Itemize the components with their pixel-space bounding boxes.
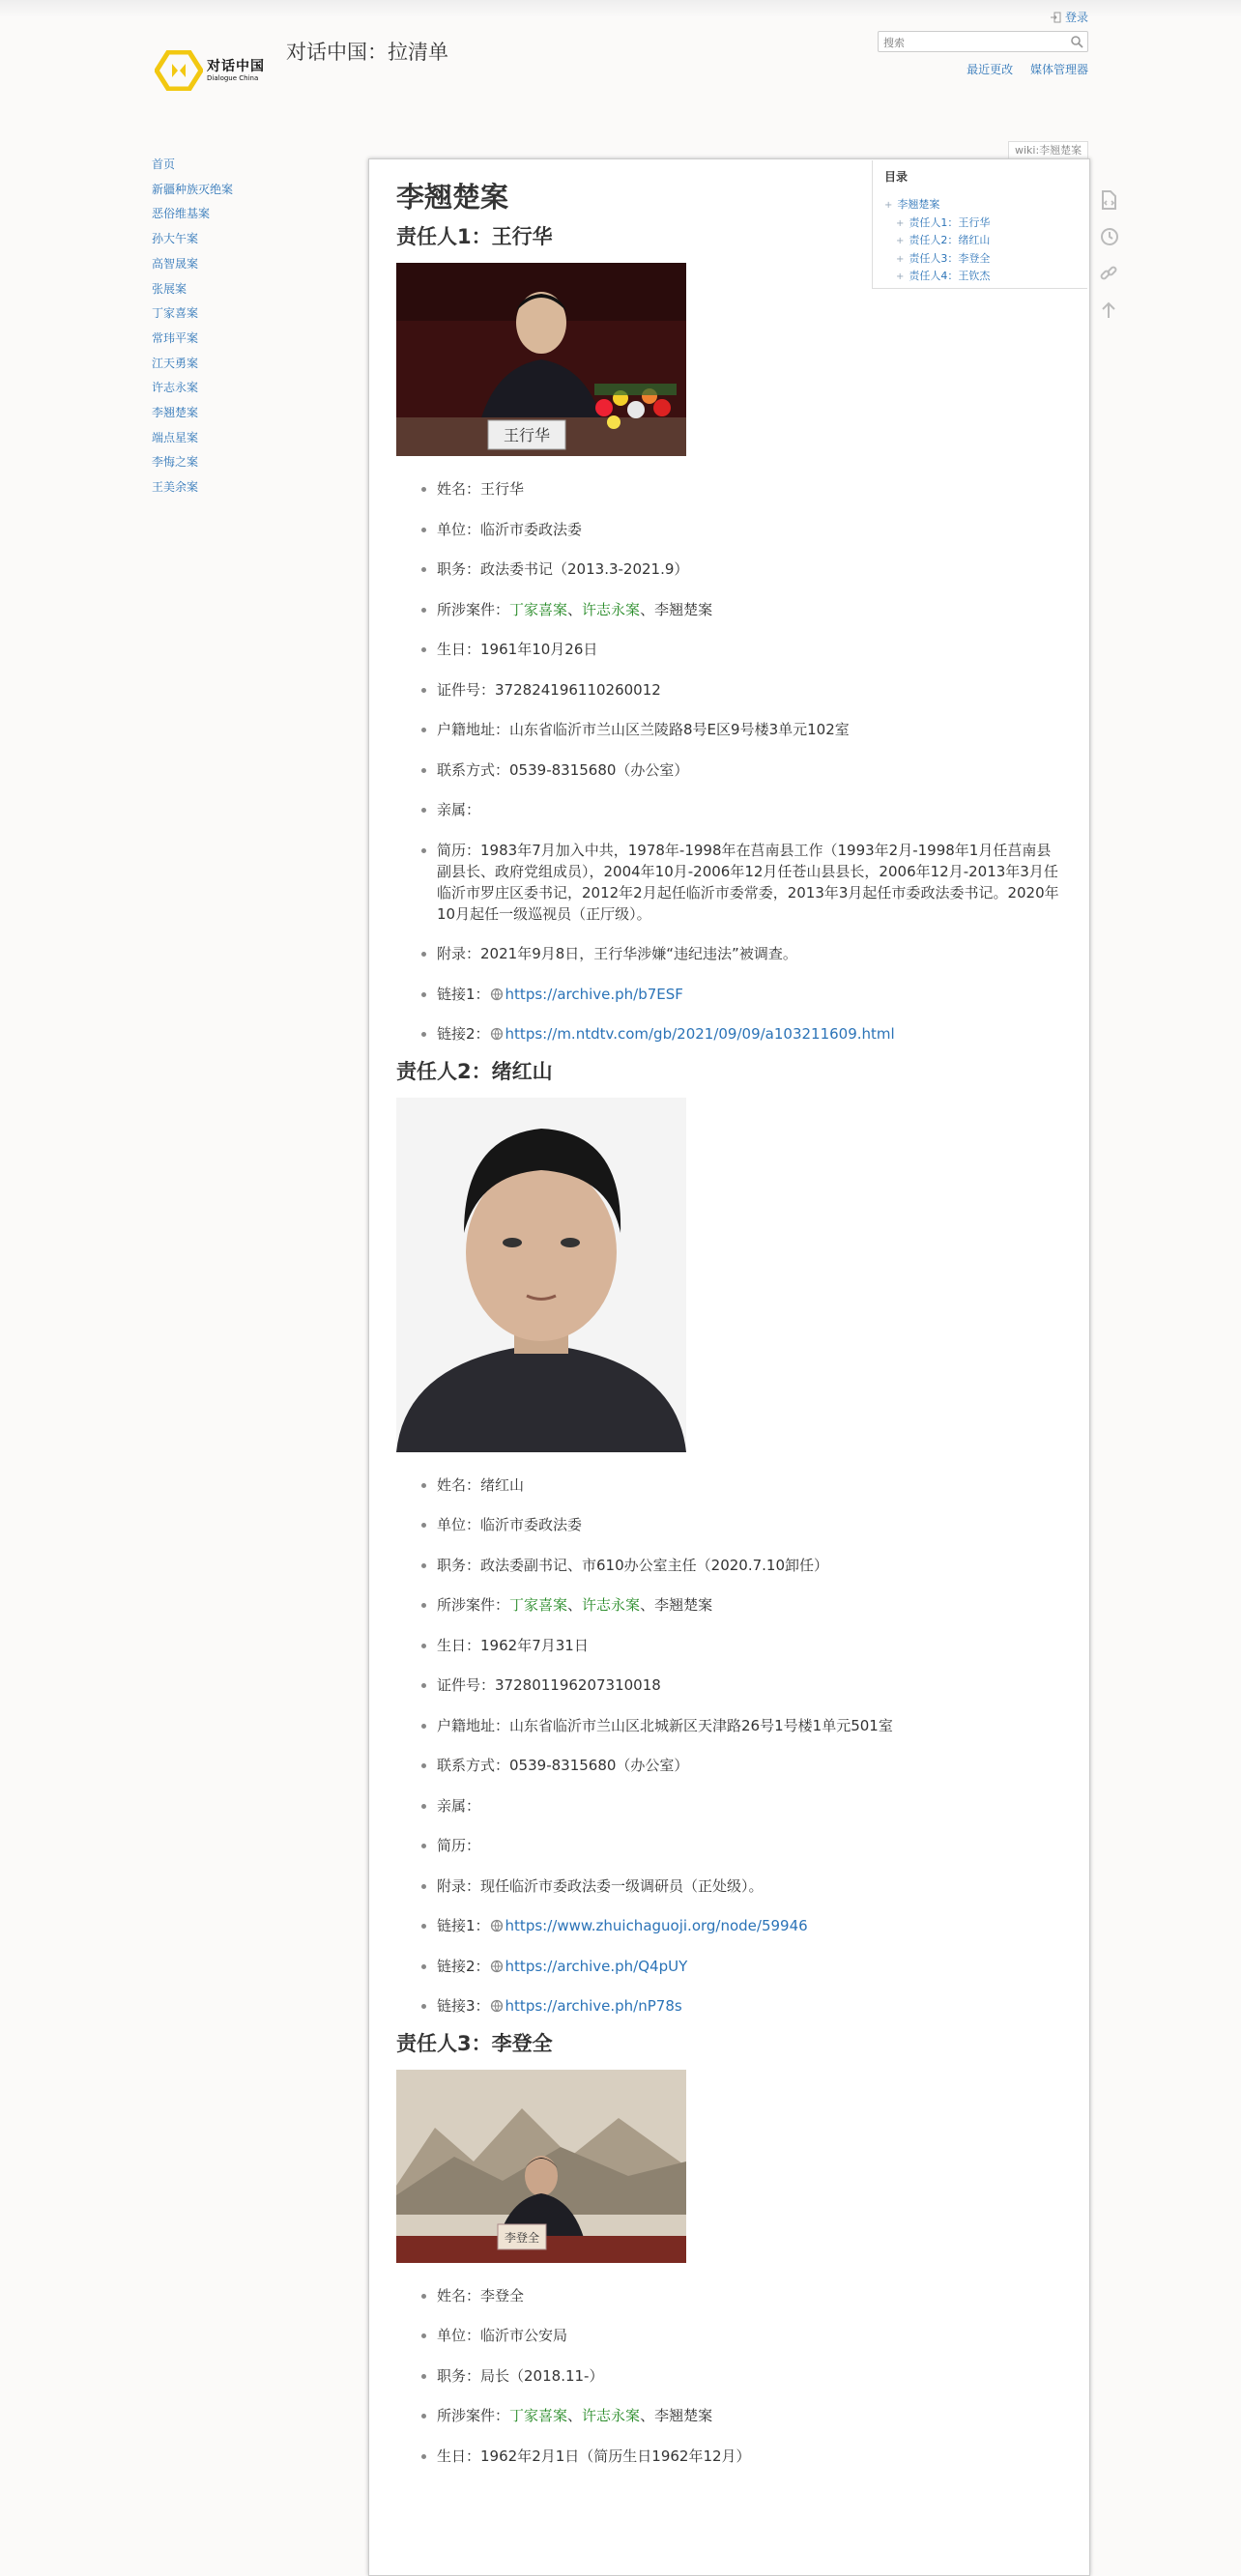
page-tools — [1098, 189, 1123, 336]
photo-portrait — [396, 1098, 686, 1452]
fact-item: • 姓名：绪红山 — [437, 1466, 1063, 1506]
fact-item: • 所涉案件：丁家喜案、许志永案、李翘楚案 — [437, 2396, 1063, 2437]
fact-item: • 生日：1962年7月31日 — [437, 1626, 1063, 1667]
section-heading: 责任人3：李登全 — [396, 2031, 553, 2055]
recent-changes-link[interactable]: 最近更改 — [967, 63, 1014, 76]
external-link-icon — [490, 987, 504, 1001]
external-link-icon — [490, 1027, 504, 1041]
fact-item: • 链接1： https://www.zhuichaguoji.org/node/59946 — [437, 1906, 1063, 1947]
back-to-top-icon[interactable] — [1098, 300, 1119, 321]
logo-text — [207, 60, 265, 82]
fact-item: • 证件号：372824196110260012 — [437, 671, 1063, 711]
page-content — [396, 174, 1063, 2476]
sidebar-item[interactable]: 新疆种族灭绝案 — [152, 182, 234, 196]
case-link[interactable]: 丁家喜案 — [509, 600, 568, 618]
fact-item: • 姓名：王行华 — [437, 470, 1063, 510]
fact-item: • 证件号：372801196207310018 — [437, 1666, 1063, 1706]
top-links — [953, 61, 1088, 77]
section-heading: 责任人1：王行华 — [396, 225, 553, 248]
fact-item: • 联系方式：0539-8315680（办公室） — [437, 751, 1063, 791]
fact-item: • 生日：1961年10月26日 — [437, 630, 1063, 671]
fact-item: • 职务：局长（2018.11-） — [437, 2357, 1063, 2397]
sidebar-item[interactable]: 恶俗维基案 — [152, 207, 211, 221]
toc-title: 目录 — [884, 170, 909, 184]
fact-item: • 链接2： https://m.ntdtv.com/gb/2021/09/09/a103211609.html — [437, 1015, 1063, 1055]
sidebar-item[interactable]: 张展案 — [152, 281, 188, 296]
logo-mark-icon — [155, 50, 203, 91]
external-link[interactable]: https://m.ntdtv.com/gb/2021/09/09/a103211609.html — [505, 1025, 895, 1043]
page-id-tab: wiki:李翘楚案 — [1008, 141, 1088, 159]
fact-list — [396, 1466, 1063, 2027]
logo-chinese: 对话中国 — [207, 58, 265, 74]
search-icon[interactable] — [1070, 35, 1083, 48]
photo-podium-scene — [396, 2070, 686, 2263]
sidebar-item[interactable]: 丁家喜案 — [152, 306, 199, 321]
toc-link[interactable]: 责任人2：绪红山 — [909, 234, 991, 246]
toc-link[interactable]: 责任人3：李登全 — [909, 251, 991, 265]
fact-item: • 单位：临沂市委政法委 — [437, 1505, 1063, 1546]
fact-item: • 所涉案件：丁家喜案、许志永案、李翘楚案 — [437, 1586, 1063, 1626]
person-photo[interactable] — [396, 2070, 686, 2263]
login-label[interactable]: 登录 — [1064, 11, 1088, 24]
sidebar-item[interactable]: 端点星案 — [152, 430, 199, 444]
toc-item[interactable]: + 责任人3：李登全 — [896, 251, 991, 265]
sidebar-item[interactable]: 李翘楚案 — [152, 406, 199, 420]
photo-meeting-scene — [396, 263, 686, 456]
toc-link[interactable]: 责任人1：王行华 — [909, 215, 991, 229]
sidebar-item[interactable]: 常玮平案 — [152, 330, 199, 345]
fact-item: • 链接1： https://archive.ph/b7ESF — [437, 975, 1063, 1016]
fact-item: • 姓名：李登全 — [437, 2276, 1063, 2317]
sidebar-item[interactable]: 王美余案 — [152, 480, 199, 495]
case-link[interactable]: 丁家喜案 — [509, 1596, 568, 1614]
external-link[interactable]: https://archive.ph/b7ESF — [505, 985, 683, 1003]
fact-item: • 链接3： https://archive.ph/nP78s — [437, 1987, 1063, 2027]
media-manager-link[interactable]: 媒体管理器 — [1029, 63, 1088, 76]
sidebar-item[interactable]: 江天勇案 — [152, 356, 199, 370]
backlinks-icon[interactable] — [1098, 263, 1119, 284]
fact-item: • 亲属： — [437, 790, 1063, 831]
toc-link[interactable]: 李翘楚案 — [897, 198, 940, 211]
logo-english: Dialogue China — [207, 73, 259, 82]
fact-item: • 亲属： — [437, 1787, 1063, 1827]
fact-item: • 职务：政法委副书记、市610办公室主任（2020.7.10卸任） — [437, 1546, 1063, 1587]
toc-item[interactable]: + 责任人4：王钦杰 — [896, 270, 991, 282]
site-title[interactable]: 对话中国：拉清单 — [286, 41, 448, 64]
show-source-icon[interactable] — [1098, 189, 1119, 211]
external-link-icon — [490, 1960, 504, 1973]
search-box[interactable] — [878, 31, 1088, 52]
fact-item: • 户籍地址：山东省临沂市兰山区北城新区天津路26号1号楼1单元501室 — [437, 1706, 1063, 1747]
search-input[interactable] — [881, 34, 1069, 53]
fact-list — [396, 2276, 1063, 2477]
photo-nameplate: 王行华 — [503, 426, 551, 444]
fact-item: • 单位：临沂市公安局 — [437, 2316, 1063, 2357]
fact-item: • 所涉案件：丁家喜案、许志永案、李翘楚案 — [437, 590, 1063, 631]
fact-item: • 职务：政法委书记（2013.3-2021.9） — [437, 550, 1063, 590]
case-link[interactable]: 许志永案 — [582, 2407, 641, 2424]
case-link[interactable]: 许志永案 — [582, 600, 641, 618]
fact-item: • 生日：1962年2月1日（简历生日1962年12月） — [437, 2437, 1063, 2477]
photo-nameplate: 李登全 — [504, 2230, 540, 2245]
toc-item[interactable]: + 责任人1：王行华 — [896, 215, 991, 229]
person-photo[interactable] — [396, 263, 686, 456]
external-link[interactable]: https://archive.ph/Q4pUY — [505, 1957, 688, 1975]
case-link[interactable]: 许志永案 — [582, 1596, 641, 1614]
fact-item: • 附录：现任临沂市委政法委一级调研员（正处级）。 — [437, 1867, 1063, 1907]
person-photo[interactable] — [396, 1098, 686, 1452]
site-logo[interactable] — [155, 50, 273, 91]
fact-item: • 链接2： https://archive.ph/Q4pUY — [437, 1947, 1063, 1988]
toc-link[interactable]: 责任人4：王钦杰 — [909, 270, 991, 282]
sidebar-item-home[interactable]: 首页 — [152, 157, 176, 171]
fact-item: • 单位：临沂市委政法委 — [437, 510, 1063, 551]
sidebar-item[interactable]: 李悔之案 — [152, 455, 199, 470]
fact-item: • 附录：2021年9月8日，王行华涉嫌“违纪违法”被调查。 — [437, 934, 1063, 975]
case-link[interactable]: 丁家喜案 — [509, 2407, 568, 2424]
login-link[interactable] — [1050, 9, 1088, 25]
toc-item[interactable]: + 责任人2：绪红山 — [896, 234, 991, 246]
external-link-icon — [490, 1999, 504, 2013]
external-link[interactable]: https://www.zhuichaguoji.org/node/59946 — [505, 1917, 808, 1934]
old-revisions-icon[interactable] — [1098, 226, 1119, 247]
fact-item: • 联系方式：0539-8315680（办公室） — [437, 1746, 1063, 1787]
sidebar-item[interactable]: 高智晟案 — [152, 256, 199, 271]
toc-item[interactable]: + 李翘楚案 — [884, 198, 940, 211]
sidebar-item[interactable]: 许志永案 — [152, 381, 199, 395]
section-heading: 责任人2：绪红山 — [396, 1059, 553, 1083]
sidebar — [152, 153, 345, 501]
fact-item: • 户籍地址：山东省临沂市兰山区兰陵路8号E区9号楼3单元102室 — [437, 710, 1063, 751]
page-title: 李翘楚案 — [396, 181, 509, 214]
login-icon — [1050, 12, 1061, 23]
fact-list — [396, 470, 1063, 1055]
fact-item: • 简历：1983年7月加入中共，1978年-1998年在莒南县工作（1993年2月-1998年1月任莒南县副县长、政府党组成员），2004年10月-2006年12月任苍山县县长，2006年12月-2013年3月任临沂市罗庄区委书记，2012年2月起任临沂市委常委，2013年3月起任市委政法委书记。2020年10月起任一级巡视员（正厅级）。 — [437, 831, 1063, 935]
external-link-icon — [490, 1919, 504, 1932]
sidebar-item[interactable]: 孙大午案 — [152, 232, 199, 246]
external-link[interactable]: https://archive.ph/nP78s — [505, 1997, 682, 2015]
fact-item: • 简历： — [437, 1826, 1063, 1867]
